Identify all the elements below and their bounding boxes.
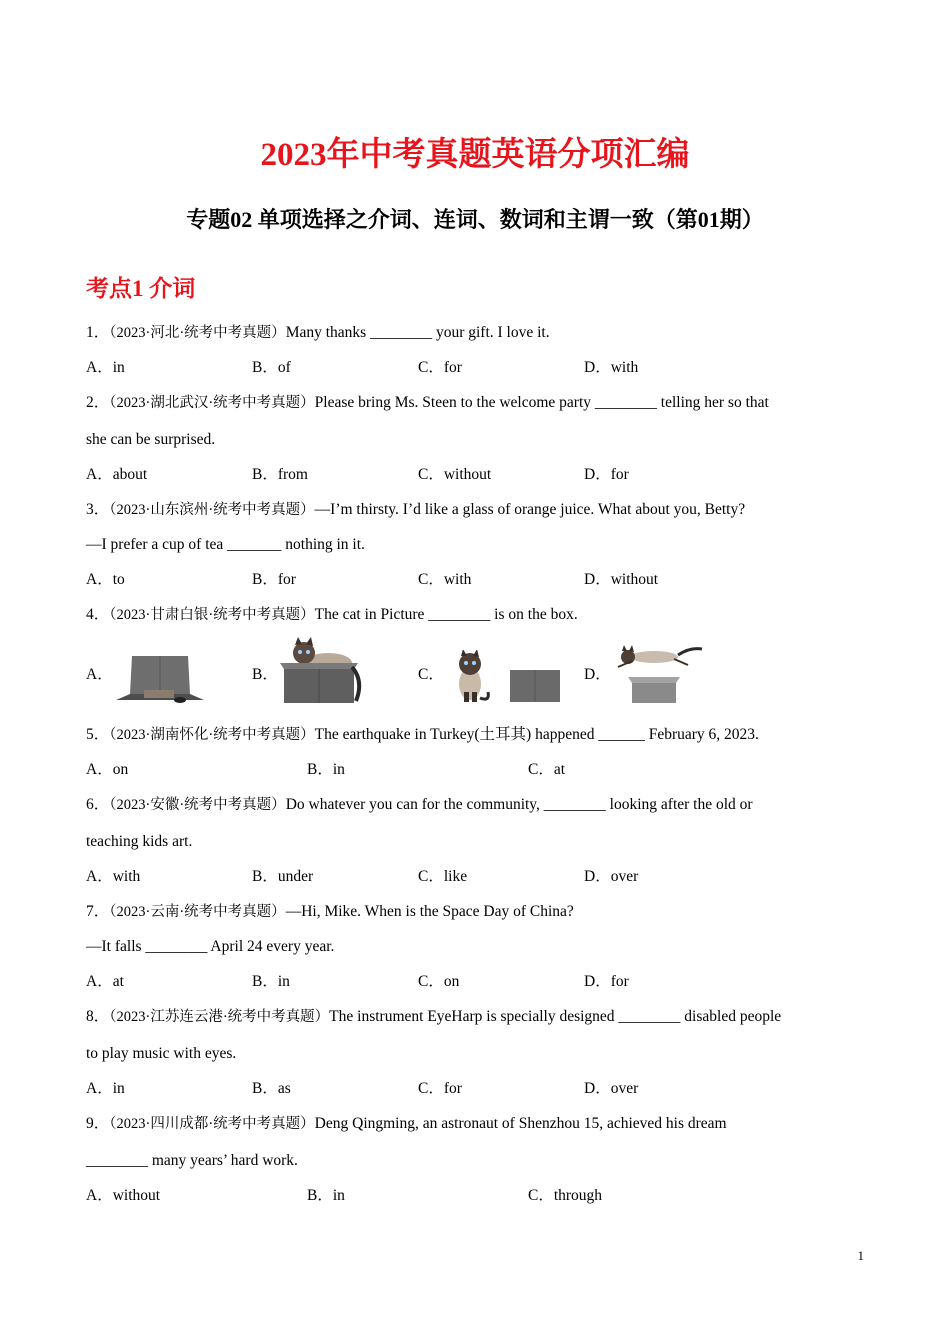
question-5-option-c[interactable]: C．at	[528, 761, 566, 778]
question-7-option-a[interactable]: A．at	[86, 973, 124, 990]
question-9-stem: 9．（2023·四川成都·统考中考真题）Deng Qingming, an astronaut of Shenzhou 15, achieved his dream	[86, 1115, 727, 1132]
question-4-stem: 4．（2023·甘肃白银·统考中考真题）The cat in Picture ________ is on the box.	[86, 606, 578, 623]
cat-over-box-picture[interactable]	[612, 643, 704, 703]
question-4-option-d[interactable]: D．	[584, 666, 611, 683]
question-9-option-b[interactable]: B．in	[307, 1187, 345, 1204]
question-6-option-b[interactable]: B．under	[252, 868, 314, 885]
question-2-option-b[interactable]: B．from	[252, 466, 308, 483]
question-4-option-a[interactable]: A．	[86, 666, 113, 683]
question-6-stem: 6．（2023·安徽·统考中考真题）Do whatever you can for the community, ________ looking after the old or	[86, 796, 753, 813]
question-2-option-a[interactable]: A．about	[86, 466, 148, 483]
question-3-stem: 3．（2023·山东滨州·统考中考真题）—I’m thirsty. I’d like a glass of orange juice. What about you, Betty?	[86, 501, 746, 518]
question-2-stem-cont: she can be surprised.	[86, 431, 216, 448]
cat-next-to-box-picture[interactable]	[444, 650, 562, 704]
question-8-option-b[interactable]: B．as	[252, 1080, 291, 1097]
question-7-option-c[interactable]: C．on	[418, 973, 460, 990]
question-4-option-b[interactable]: B．	[252, 666, 278, 683]
question-6-option-c[interactable]: C．like	[418, 868, 468, 885]
page-title: 2023年中考真题英语分项汇编	[260, 137, 690, 173]
question-9-option-c[interactable]: C．through	[528, 1187, 603, 1204]
question-9-option-a[interactable]: A．without	[86, 1187, 161, 1204]
question-3-option-c[interactable]: C．with	[418, 571, 472, 588]
question-8-option-d[interactable]: D．over	[584, 1080, 639, 1097]
question-7-stem: 7．（2023·云南·统考中考真题）—Hi, Mike. When is the Space Day of China?	[86, 903, 574, 920]
cat-in-box-picture[interactable]	[280, 637, 364, 705]
question-5-option-a[interactable]: A．on	[86, 761, 129, 778]
question-3-stem-cont: —I prefer a cup of tea _______ nothing in it.	[86, 536, 365, 553]
question-9-stem-cont: ________ many years’ hard work.	[86, 1152, 298, 1169]
question-7-option-d[interactable]: D．for	[584, 973, 629, 990]
question-5-option-b[interactable]: B．in	[307, 761, 345, 778]
question-1-option-d[interactable]: D．with	[584, 359, 639, 376]
question-6-stem-cont: teaching kids art.	[86, 833, 193, 850]
question-2-option-c[interactable]: C．without	[418, 466, 492, 483]
question-1-option-a[interactable]: A．in	[86, 359, 125, 376]
question-6-option-a[interactable]: A．with	[86, 868, 141, 885]
question-1-option-b[interactable]: B．of	[252, 359, 291, 376]
cat-under-box-picture[interactable]	[114, 650, 206, 704]
question-7-stem-cont: —It falls ________ April 24 every year.	[86, 938, 335, 955]
page-subtitle: 专题02 单项选择之介词、连词、数词和主谓一致（第01期）	[186, 207, 764, 232]
question-3-option-d[interactable]: D．without	[584, 571, 659, 588]
question-8-option-c[interactable]: C．for	[418, 1080, 462, 1097]
question-2-option-d[interactable]: D．for	[584, 466, 629, 483]
question-7-option-b[interactable]: B．in	[252, 973, 290, 990]
question-1-stem: 1．（2023·河北·统考中考真题）Many thanks ________ your gift. I love it.	[86, 324, 550, 341]
question-3-option-b[interactable]: B．for	[252, 571, 296, 588]
question-4-option-c[interactable]: C．	[418, 666, 444, 683]
question-1-option-c[interactable]: C．for	[418, 359, 462, 376]
question-8-stem: 8．（2023·江苏连云港·统考中考真题）The instrument EyeHarp is specially designed ________ disabled people	[86, 1008, 782, 1025]
question-5-stem: 5．（2023·湖南怀化·统考中考真题）The earthquake in Turkey(土耳其) happened ______ February 6, 2023.	[86, 726, 759, 743]
section-heading: 考点1 介词	[86, 276, 196, 301]
question-3-option-a[interactable]: A．to	[86, 571, 125, 588]
question-8-option-a[interactable]: A．in	[86, 1080, 125, 1097]
question-8-stem-cont: to play music with eyes.	[86, 1045, 237, 1062]
page-number: 1	[857, 1248, 864, 1263]
question-2-stem: 2．（2023·湖北武汉·统考中考真题）Please bring Ms. Steen to the welcome party ________ telling her so that	[86, 394, 769, 411]
question-6-option-d[interactable]: D．over	[584, 868, 639, 885]
